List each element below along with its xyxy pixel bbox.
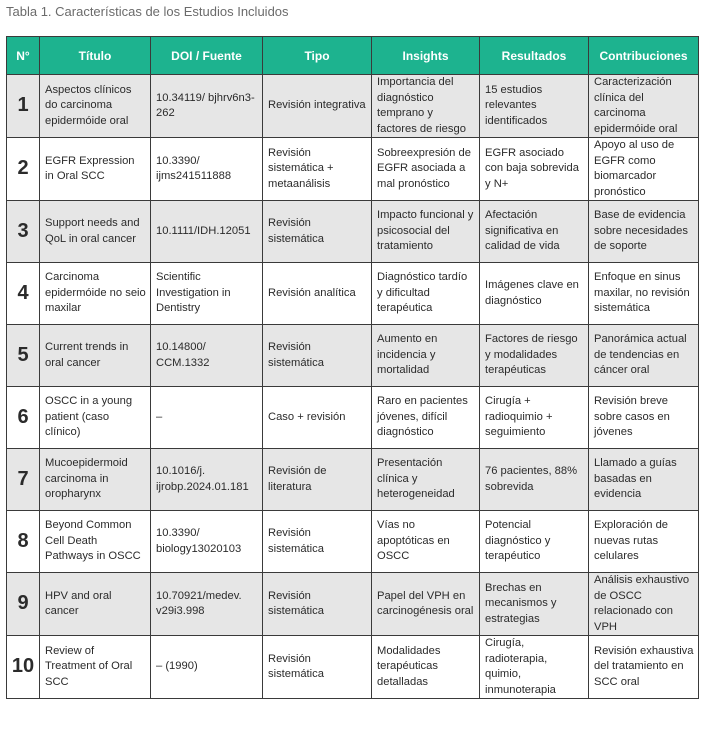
cell-results: Afectación significativa en calidad de vida (480, 201, 589, 263)
cell-insights: Impacto funcional y psicosocial del tratamiento (372, 201, 480, 263)
row-number: 7 (7, 449, 40, 511)
cell-title: Support needs and QoL in oral cancer (40, 201, 151, 263)
row-number: 10 (7, 636, 40, 699)
cell-title: Mucoepidermoid carcinoma in oropharynx (40, 449, 151, 511)
cell-results: Potencial diagnóstico y terapéutico (480, 511, 589, 573)
row-number: 4 (7, 263, 40, 325)
cell-doi: – (151, 387, 263, 449)
cell-doi: 10.3390/ ijms241511888 (151, 138, 263, 201)
cell-title: Beyond Common Cell Death Pathways in OSCC (40, 511, 151, 573)
cell-type: Revisión sistemática (263, 636, 372, 699)
cell-title: Carcinoma epidermóide no seio maxilar (40, 263, 151, 325)
header-doi: DOI / Fuente (151, 37, 263, 75)
cell-doi: 10.1111/IDH.12051 (151, 201, 263, 263)
table-row (7, 511, 699, 573)
table-row (7, 325, 699, 387)
row-number: 3 (7, 201, 40, 263)
cell-type: Revisión sistemática (263, 511, 372, 573)
header-results: Resultados (480, 37, 589, 75)
cell-doi: – (1990) (151, 636, 263, 699)
cell-insights: Importancia del diagnóstico temprano y factores de riesgo (372, 75, 480, 138)
header-type: Tipo (263, 37, 372, 75)
cell-contributions: Revisión exhaustiva del tratamiento en SCC oral (589, 636, 699, 699)
table-row (7, 636, 699, 699)
cell-contributions: Panorámica actual de tendencias en cáncer oral (589, 325, 699, 387)
cell-doi: Scientific Investigation in Dentistry (151, 263, 263, 325)
cell-type: Revisión sistemática (263, 573, 372, 636)
cell-results: Cirugía + radioquimio + seguimiento (480, 387, 589, 449)
cell-type: Revisión sistemática (263, 325, 372, 387)
table-row (7, 263, 699, 325)
cell-doi: 10.34119/ bjhrv6n3-262 (151, 75, 263, 138)
cell-insights: Aumento en incidencia y mortalidad (372, 325, 480, 387)
table-row (7, 573, 699, 636)
cell-results: 76 pacientes, 88% sobrevida (480, 449, 589, 511)
cell-insights: Modalidades terapéuticas detalladas (372, 636, 480, 699)
cell-insights: Vías no apoptóticas en OSCC (372, 511, 480, 573)
cell-contributions: Caracterización clínica del carcinoma epidermóide oral (589, 75, 699, 138)
table-row (7, 449, 699, 511)
cell-contributions: Enfoque en sinus maxilar, no revisión sistemática (589, 263, 699, 325)
cell-results: Cirugía, radioterapia, quimio, inmunoterapia (480, 636, 589, 699)
table-row (7, 138, 699, 201)
cell-contributions: Revisión breve sobre casos en jóvenes (589, 387, 699, 449)
table-row (7, 387, 699, 449)
cell-title: Review of Treatment of Oral SCC (40, 636, 151, 699)
studies-table (6, 36, 699, 699)
row-number: 8 (7, 511, 40, 573)
cell-insights: Papel del VPH en carcinogénesis oral (372, 573, 480, 636)
cell-doi: 10.70921/medev. v29i3.998 (151, 573, 263, 636)
cell-type: Revisión integrativa (263, 75, 372, 138)
cell-contributions: Base de evidencia sobre necesidades de soporte (589, 201, 699, 263)
cell-title: EGFR Expression in Oral SCC (40, 138, 151, 201)
cell-doi: 10.14800/ CCM.1332 (151, 325, 263, 387)
cell-results: Brechas en mecanismos y estrategias (480, 573, 589, 636)
cell-contributions: Apoyo al uso de EGFR como biomarcador pronóstico (589, 138, 699, 201)
cell-type: Revisión de literatura (263, 449, 372, 511)
cell-contributions: Exploración de nuevas rutas celulares (589, 511, 699, 573)
header-contributions: Contribuciones (589, 37, 699, 75)
cell-contributions: Análisis exhaustivo de OSCC relacionado con VPH (589, 573, 699, 636)
table-caption: Tabla 1. Características de los Estudios Incluidos (6, 4, 289, 19)
cell-insights: Sobreexpresión de EGFR asociada a mal pronóstico (372, 138, 480, 201)
row-number: 5 (7, 325, 40, 387)
cell-title: OSCC in a young patient (caso clínico) (40, 387, 151, 449)
cell-insights: Diagnóstico tardío y dificultad terapéutica (372, 263, 480, 325)
cell-insights: Presentación clínica y heterogeneidad (372, 449, 480, 511)
cell-type: Revisión analítica (263, 263, 372, 325)
cell-type: Revisión sistemática + metaanálisis (263, 138, 372, 201)
table-row (7, 201, 699, 263)
cell-title: Current trends in oral cancer (40, 325, 151, 387)
cell-results: 15 estudios relevantes identificados (480, 75, 589, 138)
cell-doi: 10.1016/j. ijrobp.2024.01.181 (151, 449, 263, 511)
cell-title: Aspectos clínicos do carcinoma epidermóide oral (40, 75, 151, 138)
row-number: 9 (7, 573, 40, 636)
cell-type: Revisión sistemática (263, 201, 372, 263)
cell-insights: Raro en pacientes jóvenes, difícil diagnóstico (372, 387, 480, 449)
header-number: N° (7, 37, 40, 75)
row-number: 6 (7, 387, 40, 449)
header-insights: Insights (372, 37, 480, 75)
cell-contributions: Llamado a guías basadas en evidencia (589, 449, 699, 511)
cell-title: HPV and oral cancer (40, 573, 151, 636)
cell-results: Factores de riesgo y modalidades terapéuticas (480, 325, 589, 387)
cell-results: Imágenes clave en diagnóstico (480, 263, 589, 325)
cell-type: Caso + revisión (263, 387, 372, 449)
table-row (7, 75, 699, 138)
cell-results: EGFR asociado con baja sobrevida y N+ (480, 138, 589, 201)
cell-doi: 10.3390/ biology13020103 (151, 511, 263, 573)
row-number: 2 (7, 138, 40, 201)
header-title: Título (40, 37, 151, 75)
row-number: 1 (7, 75, 40, 138)
header-row (7, 37, 699, 75)
